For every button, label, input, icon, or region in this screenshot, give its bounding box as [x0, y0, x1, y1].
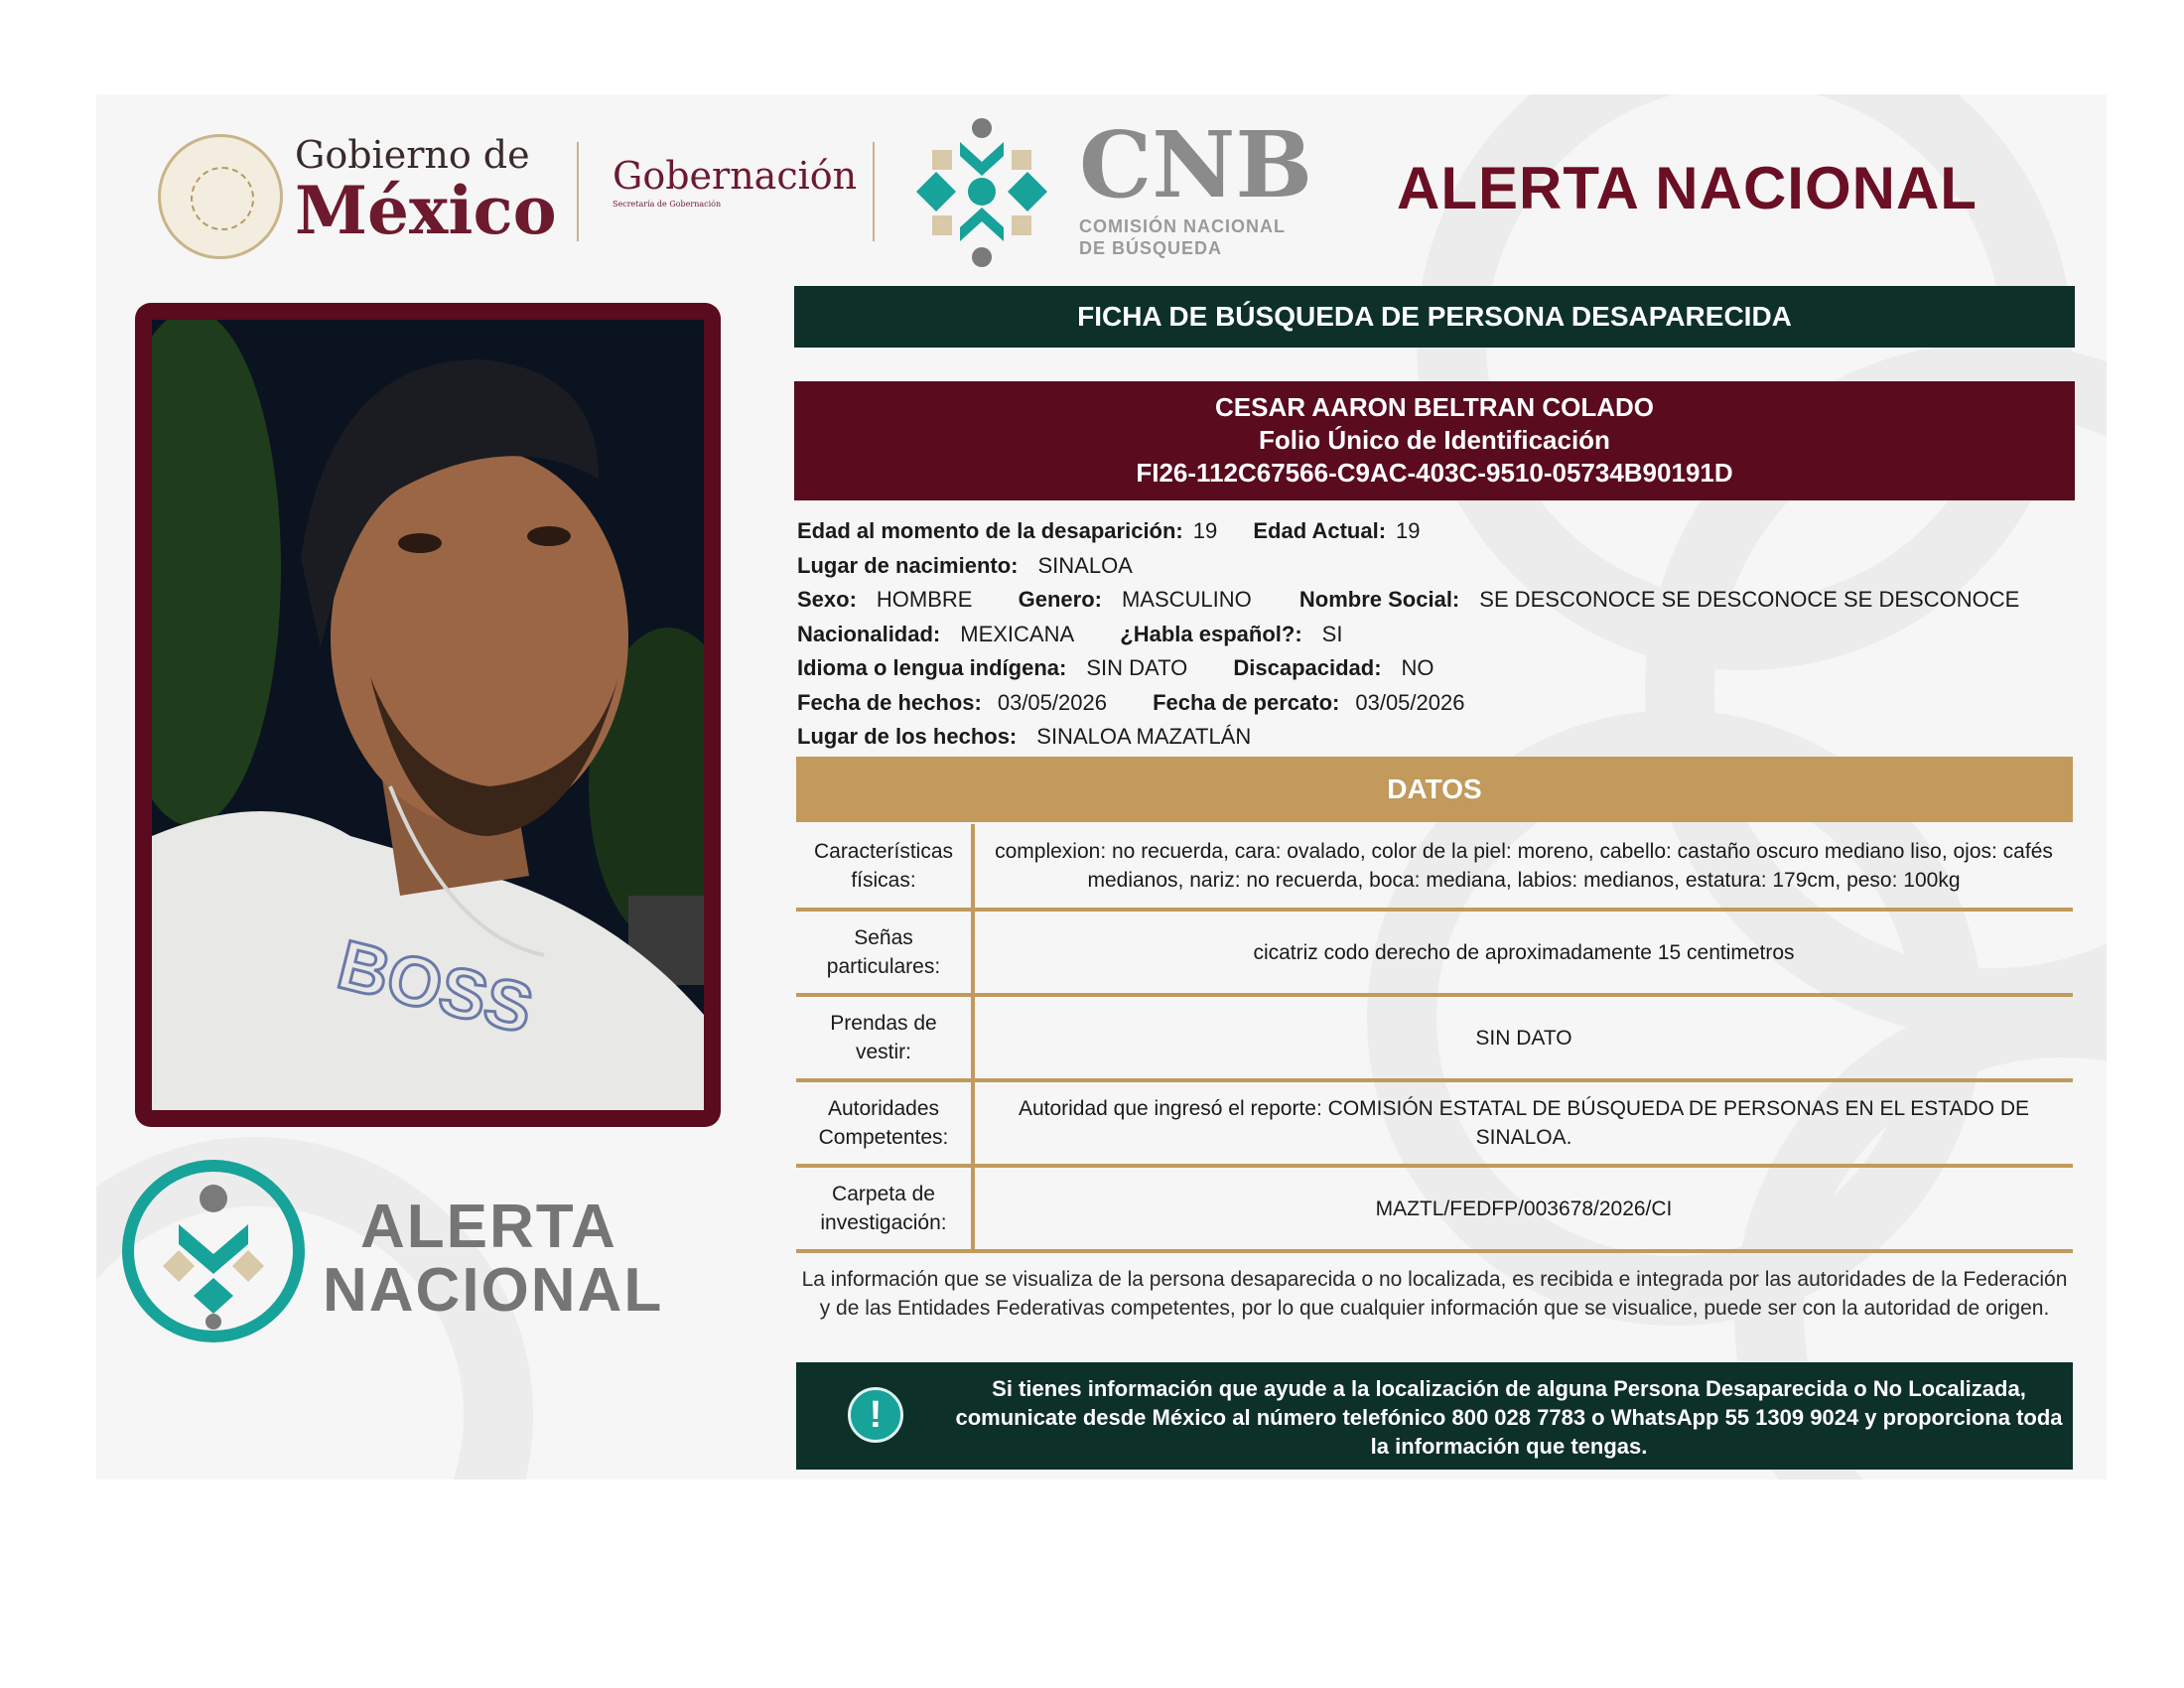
- fact-row: [797, 651, 2078, 686]
- lugar-hechos-value: SINALOA MAZATLÁN: [1036, 724, 1252, 749]
- disclaimer-text: La información que se visualiza de la persona desaparecida o no localizada, es recibida e integrada por las autoridades de la Federación y de las Entidades Federativas competentes, por lo que cualquier información que se visualice, puede ser con la autoridad de origen.: [801, 1268, 2068, 1320]
- fact-row: [797, 514, 2078, 549]
- alerta-nacional-logo-icon: [119, 1157, 308, 1345]
- fecha-percato-value: 03/05/2026: [1355, 689, 1465, 715]
- idioma-value: SIN DATO: [1086, 655, 1188, 680]
- header-divider: [873, 142, 875, 241]
- gobierno-de-mexico-logo: [295, 133, 557, 249]
- datos-value: cicatriz codo derecho de aproximadamente 15 centimetros: [973, 910, 2073, 995]
- fecha-hechos-value: 03/05/2026: [997, 689, 1107, 715]
- ficha-title-bar: FICHA DE BÚSQUEDA DE PERSONA DESAPARECIDA: [794, 286, 2075, 348]
- alerta-nacional-wordmark: [323, 1193, 664, 1325]
- table-row: [796, 1166, 2073, 1251]
- nacional-word: NACIONAL: [323, 1256, 664, 1325]
- cnb-subtitle-1: COMISIÓN NACIONAL: [1079, 216, 1286, 236]
- table-row: [796, 910, 2073, 995]
- datos-value: MAZTL/FEDFP/003678/2026/CI: [973, 1166, 2073, 1251]
- cnb-wordmark: [1079, 111, 1313, 259]
- fact-row: [797, 549, 2078, 584]
- contact-info-text: Si tienes información que ayude a la localización de alguna Persona Desaparecida o No Localizada, comunicate desde México al número telefónico 800 028 7783 o WhatsApp 55 1309 9024 y proporciona toda la información que tengas.: [955, 1376, 2063, 1459]
- habla-espanol-label: ¿Habla español?:: [1120, 621, 1302, 646]
- cnb-subtitle-2: DE BÚSQUEDA: [1079, 237, 1223, 258]
- header: [96, 94, 2107, 283]
- cnb-logo-icon: [902, 112, 1061, 271]
- table-row: [796, 995, 2073, 1080]
- edad-desaparicion-value: 19: [1192, 518, 1218, 543]
- header-divider: [577, 142, 579, 241]
- fecha-percato-label: Fecha de percato:: [1153, 689, 1340, 715]
- fact-row: [797, 583, 2078, 618]
- gobernacion-subtitle: Secretaría de Gobernación: [613, 200, 722, 209]
- discapacidad-label: Discapacidad:: [1233, 655, 1382, 680]
- person-facts: [797, 514, 2078, 755]
- datos-key: Características físicas:: [796, 824, 973, 910]
- idioma-label: Idioma o lengua indígena:: [797, 655, 1067, 680]
- alerta-word: ALERTA: [360, 1193, 617, 1261]
- exclamation-icon: !: [848, 1387, 903, 1443]
- datos-value: Autoridad que ingresó el reporte: COMISIÓN ESTATAL DE BÚSQUEDA DE PERSONAS EN EL ESTADO DE SINALOA.: [973, 1080, 2073, 1166]
- photo-frame: [135, 303, 721, 1127]
- lugar-nacimiento-value: SINALOA: [1037, 552, 1133, 578]
- fact-row: [797, 618, 2078, 652]
- person-name-box: [794, 381, 2075, 500]
- lugar-nacimiento-label: Lugar de nacimiento:: [797, 552, 1019, 578]
- nacionalidad-label: Nacionalidad:: [797, 621, 941, 646]
- genero-value: MASCULINO: [1121, 587, 1252, 612]
- datos-table: [796, 824, 2073, 1253]
- missing-person-photo: [152, 320, 704, 1110]
- datos-key: Autoridades Competentes:: [796, 1080, 973, 1166]
- shirt-print-text: BOSS: [330, 924, 541, 1049]
- sexo-value: HOMBRE: [876, 587, 973, 612]
- datos-title-bar: DATOS: [796, 757, 2073, 822]
- folio-label: Folio Único de Identificación: [1259, 425, 1610, 455]
- habla-espanol-value: SI: [1321, 621, 1343, 646]
- sexo-label: Sexo:: [797, 587, 857, 612]
- datos-value: SIN DATO: [973, 995, 2073, 1080]
- mexico-seal-icon: [158, 134, 283, 259]
- datos-key: Prendas de vestir:: [796, 995, 973, 1080]
- person-portrait-icon: [152, 320, 704, 1110]
- edad-desaparicion-label: Edad al momento de la desaparición:: [797, 518, 1183, 543]
- folio-value: FI26-112C67566-C9AC-403C-9510-05734B90191D: [1136, 458, 1733, 488]
- gobernacion-title: Gobernación: [613, 154, 858, 198]
- fecha-hechos-label: Fecha de hechos:: [797, 689, 982, 715]
- gobierno-line2: México: [295, 172, 557, 249]
- discapacidad-value: NO: [1401, 655, 1434, 680]
- table-row: [796, 1080, 2073, 1166]
- gobernacion-logo: [613, 154, 857, 209]
- genero-label: Genero:: [1018, 587, 1102, 612]
- contact-info-bar: [796, 1362, 2073, 1470]
- fact-row: [797, 686, 2078, 721]
- edad-actual-label: Edad Actual:: [1253, 518, 1387, 543]
- nombre-social-label: Nombre Social:: [1298, 587, 1460, 612]
- datos-value: complexion: no recuerda, cara: ovalado, color de la piel: moreno, cabello: castaño oscuro mediano liso, ojos: cafés medianos, nariz: no recuerda, boca: mediana, labios: medianos, estatura: 179cm, peso: 100kg: [973, 824, 2073, 910]
- fact-row: [797, 720, 2078, 755]
- edad-actual-value: 19: [1396, 518, 1421, 543]
- datos-key: Carpeta de investigación:: [796, 1166, 973, 1251]
- nombre-social-value: SE DESCONOCE SE DESCONOCE SE DESCONOCE: [1479, 587, 2020, 612]
- gobierno-line1: Gobierno de: [295, 133, 530, 177]
- person-name: CESAR AARON BELTRAN COLADO: [1215, 392, 1654, 422]
- nacionalidad-value: MEXICANA: [960, 621, 1075, 646]
- table-row: [796, 824, 2073, 910]
- datos-key: Señas particulares:: [796, 910, 973, 995]
- alerta-nacional-title: ALERTA NACIONAL: [1397, 155, 1978, 221]
- cnb-title: CNB: [1079, 111, 1313, 218]
- lugar-hechos-label: Lugar de los hechos:: [797, 724, 1018, 749]
